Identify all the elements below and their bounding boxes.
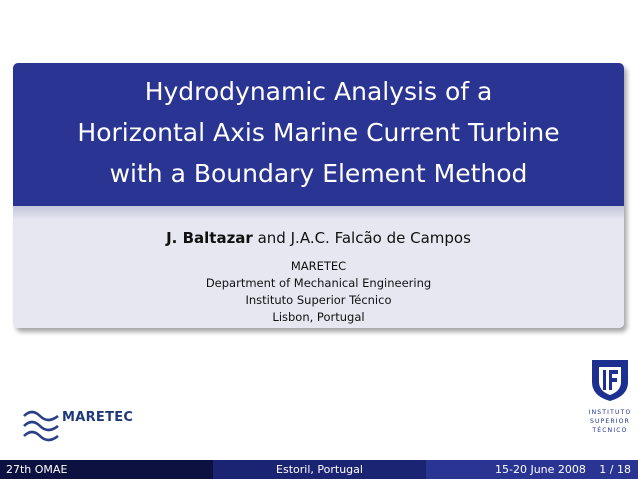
affiliation-group: MARETEC — [290, 259, 347, 273]
footer-location: Estoril, Portugal — [213, 460, 426, 479]
shield-icon — [590, 358, 630, 402]
ist-text-line-1: INSTITUTO — [588, 409, 632, 416]
wave-icon — [22, 404, 62, 444]
title-line-2: Horizontal Axis Marine Current Turbine — [77, 118, 560, 147]
ist-logo — [585, 358, 635, 443]
affiliation-city: Lisbon, Portugal — [272, 310, 365, 324]
footer-date: 15-20 June 2008 — [495, 463, 586, 476]
footer-bar — [0, 460, 638, 479]
footer-conference — [0, 460, 213, 479]
title-band — [13, 63, 624, 206]
title-line-3: with a Boundary Element Method — [109, 159, 528, 188]
author-second: J.A.C. Falcão de Campos — [290, 229, 471, 247]
authors — [13, 229, 624, 247]
author-first: J. Baltazar — [166, 229, 253, 247]
page-number: 1 / 18 — [599, 463, 631, 476]
maretec-logo-text: MARETEC — [62, 410, 134, 425]
affiliation-department: Department of Mechanical Engineering — [205, 276, 432, 290]
affiliation-institute: Instituto Superior Técnico — [245, 293, 392, 307]
title-card — [13, 63, 624, 328]
title-line-1: Hydrodynamic Analysis of a — [144, 77, 493, 106]
footer-date-page — [426, 460, 638, 479]
author-connector: and — [257, 229, 286, 247]
maretec-logo — [22, 402, 142, 452]
ist-text-line-2: SUPERIOR — [589, 418, 631, 425]
author-band — [13, 206, 624, 328]
ist-text-line-3: TÉCNICO — [592, 427, 628, 434]
footer-conference-label: 27th OMAE — [6, 463, 68, 476]
